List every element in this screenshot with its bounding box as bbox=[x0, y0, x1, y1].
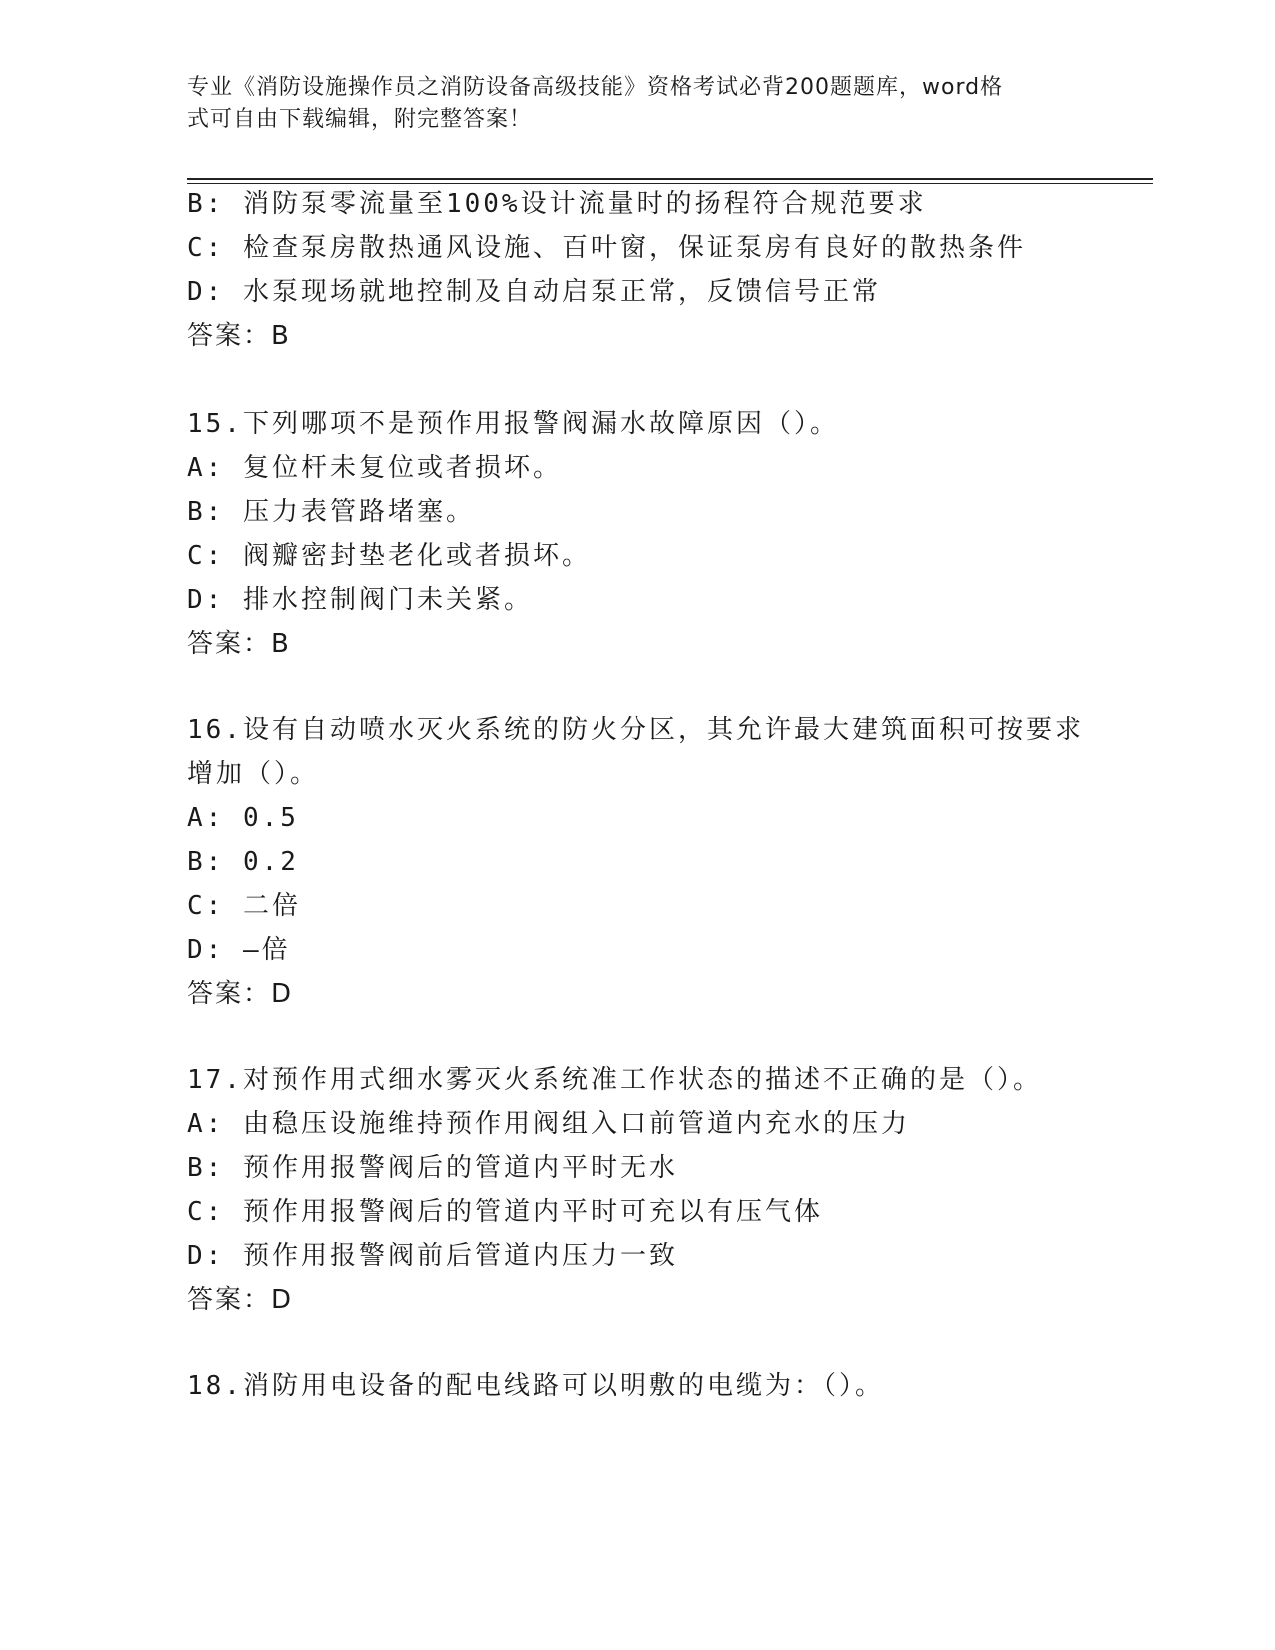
q16-stem-line-1: 16.设有自动喷水灭火系统的防火分区，其允许最大建筑面积可按要求 bbox=[187, 715, 1084, 745]
q15-answer: 答案：B bbox=[187, 629, 291, 659]
q17-option-b: B: 预作用报警阀后的管道内平时无水 bbox=[187, 1153, 678, 1183]
q15-option-d: D: 排水控制阀门未关紧。 bbox=[187, 585, 533, 615]
q14-option-b: B: 消防泵零流量至100%设计流量时的扬程符合规范要求 bbox=[187, 189, 927, 219]
q18-stem: 18.消防用电设备的配电线路可以明敷的电缆为：（）。 bbox=[187, 1371, 884, 1401]
q15-stem: 15.下列哪项不是预作用报警阀漏水故障原因（）。 bbox=[187, 409, 839, 439]
q16-option-c: C: 二倍 bbox=[187, 891, 301, 921]
q17-option-a: A: 由稳压设施维持预作用阀组入口前管道内充水的压力 bbox=[187, 1109, 910, 1139]
header-rule-thin bbox=[187, 183, 1153, 184]
q16-option-b: B: 0.2 bbox=[187, 847, 299, 877]
header-line-1: 专业《消防设施操作员之消防设备高级技能》资格考试必背200题题库，word格 bbox=[187, 75, 1004, 100]
q17-option-c: C: 预作用报警阀后的管道内平时可充以有压气体 bbox=[187, 1197, 823, 1227]
q15-option-a: A: 复位杆未复位或者损坏。 bbox=[187, 453, 562, 483]
q17-option-d: D: 预作用报警阀前后管道内压力一致 bbox=[187, 1241, 678, 1271]
q14-answer: 答案：B bbox=[187, 321, 291, 351]
document-header bbox=[187, 72, 1067, 136]
q16-option-a: A: 0.5 bbox=[187, 803, 299, 833]
q17-stem: 17.对预作用式细水雾灭火系统准工作状态的描述不正确的是（）。 bbox=[187, 1065, 1042, 1095]
q16-stem-line-2: 增加（）。 bbox=[187, 759, 320, 789]
q14-option-c: C: 检查泵房散热通风设施、百叶窗，保证泵房有良好的散热条件 bbox=[187, 233, 1026, 263]
q15-option-b: B: 压力表管路堵塞。 bbox=[187, 497, 475, 527]
header-rule-thick bbox=[187, 178, 1153, 180]
q17-answer: 答案：D bbox=[187, 1285, 294, 1315]
q14-option-d: D: 水泵现场就地控制及自动启泵正常，反馈信号正常 bbox=[187, 277, 881, 307]
header-line-2: 式可自由下载编辑，附完整答案！ bbox=[187, 107, 533, 132]
q15-option-c: C: 阀瓣密封垫老化或者损坏。 bbox=[187, 541, 591, 571]
q16-answer: 答案：D bbox=[187, 979, 294, 1009]
q16-option-d: D: —倍 bbox=[187, 935, 291, 965]
